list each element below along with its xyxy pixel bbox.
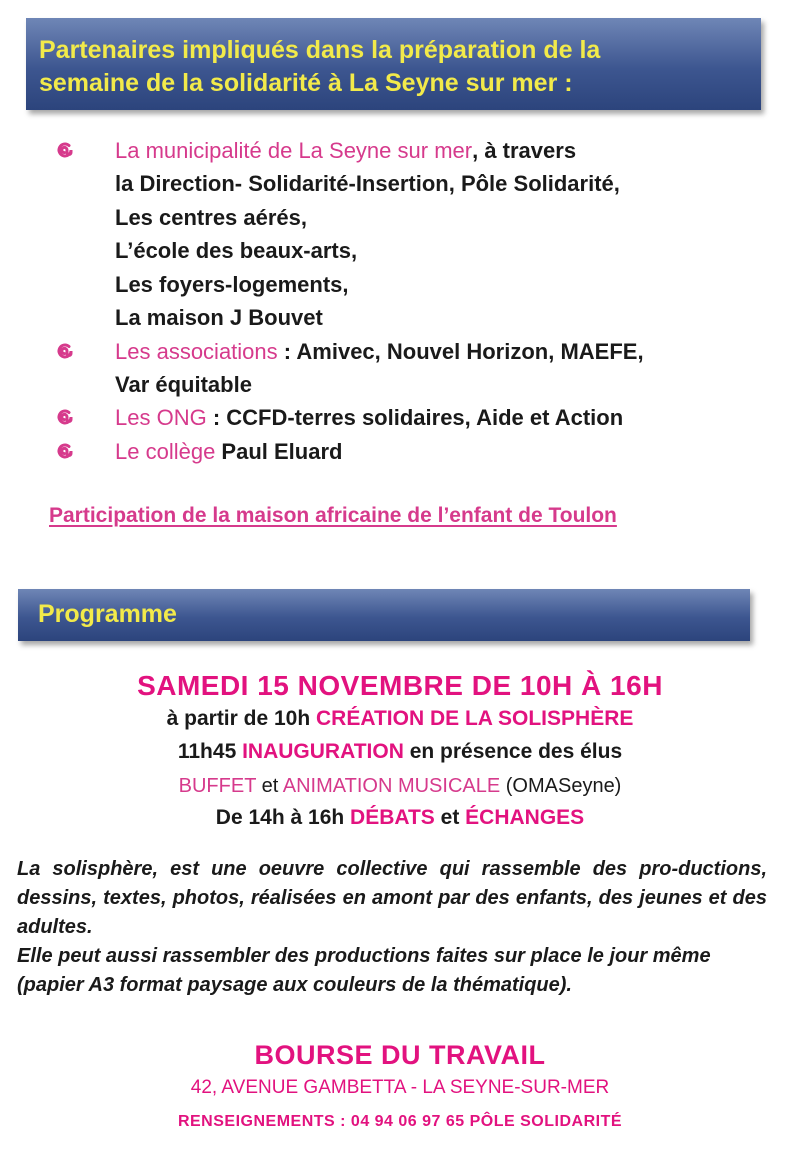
- partner-subline: la Direction- Solidarité-Insertion, Pôle Solidarité,: [115, 171, 620, 196]
- at-sign-icon: [54, 440, 76, 462]
- venue-info: RENSEIGNEMENTS : 04 94 06 97 65 PÔLE SOLIDARITÉ: [177, 1113, 623, 1130]
- at-sign-icon: [54, 340, 76, 362]
- programme-banner: [18, 589, 750, 641]
- partner-item-college: Le collège Paul Eluard: [115, 439, 343, 464]
- programme-line-debates: De 14h à 16h DÉBATS et ÉCHANGES: [215, 806, 585, 829]
- partner-subline: La maison J Bouvet: [115, 305, 323, 330]
- programme-banner-title: Programme: [38, 600, 177, 628]
- programme-line-solisphere: à partir de 10h CRÉATION DE LA SOLISPHÈRE: [166, 707, 634, 730]
- partners-banner-title: Partenaires impliqués dans la préparation de la semaine de la solidarité à La Seyne sur mer :: [39, 36, 601, 97]
- partner-item-ong: Les ONG : CCFD-terres solidaires, Aide et Action: [115, 405, 624, 430]
- partner-subline: L’école des beaux-arts,: [115, 238, 358, 263]
- description-paragraph-2: Elle peut aussi rassembler des productions faites sur place le jour même (papier A3 format paysage aux couleurs de la thématique).: [17, 945, 711, 996]
- at-sign-icon: [54, 139, 76, 161]
- venue-address: 42, AVENUE GAMBETTA - LA SEYNE-SUR-MER: [190, 1077, 610, 1098]
- partner-item-municipality: La municipalité de La Seyne sur mer, à travers: [115, 138, 577, 163]
- participation-link[interactable]: Participation de la maison africaine de l’enfant de Toulon: [49, 504, 617, 527]
- at-sign-icon: [54, 406, 76, 428]
- description-paragraph-1: La solisphère, est une oeuvre collective qui rassemble des pro-ductions, dessins, textes, photos, réalisées en amont par des enfants, des jeunes et des adultes.: [17, 858, 767, 938]
- programme-line-inauguration: 11h45 INAUGURATION en présence des élus: [177, 740, 623, 763]
- venue-name: BOURSE DU TRAVAIL: [254, 1040, 546, 1070]
- partner-item-associations: Les associations : Amivec, Nouvel Horizon, MAEFE,: [115, 339, 644, 364]
- partner-subline: Les foyers-logements,: [115, 272, 349, 297]
- partners-banner: [26, 18, 761, 110]
- programme-line-buffet: BUFFET et ANIMATION MUSICALE (OMASeyne): [178, 775, 622, 797]
- partner-subline: Les centres aérés,: [115, 205, 308, 230]
- partner-subline: Var équitable: [115, 372, 252, 397]
- programme-date: SAMEDI 15 NOVEMBRE DE 10H À 16H: [137, 670, 663, 701]
